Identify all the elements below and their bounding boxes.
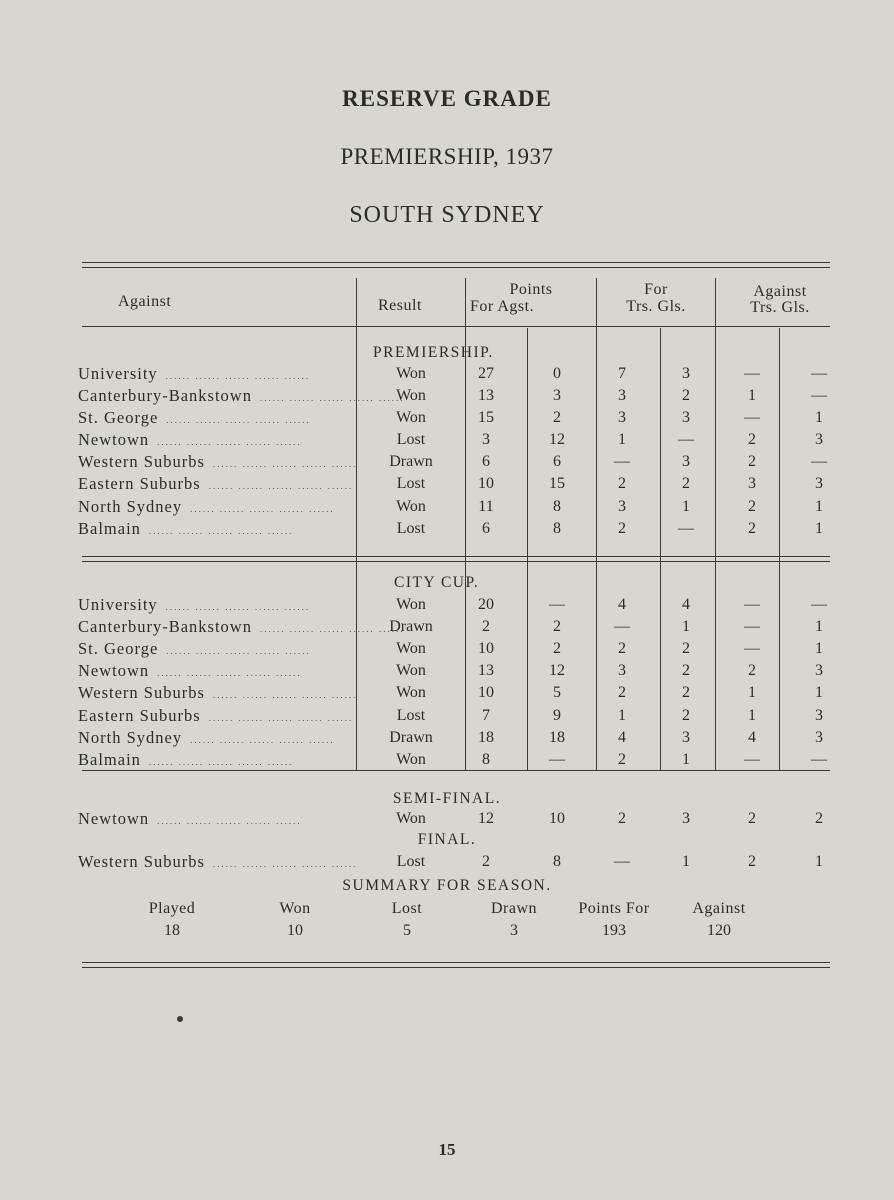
- section-rule-2: [82, 561, 830, 562]
- city-cup-row-pa: 18: [549, 729, 565, 746]
- premiership-row-team: [78, 364, 348, 386]
- city-cup-row-ft: 4: [618, 596, 626, 613]
- final-row-team: [78, 852, 358, 874]
- city-cup-row-pf: 13: [478, 662, 494, 679]
- premiership-row-ft: 7: [618, 365, 626, 382]
- city-cup-row-pf: 10: [478, 640, 494, 657]
- team-name: Western Suburbs: [78, 452, 205, 471]
- city-cup-row-team: [78, 639, 348, 661]
- city-cup-row-team: [78, 617, 405, 639]
- grade-title: RESERVE GRADE: [342, 86, 552, 111]
- leader-dots: ...... ...... ...... ...... ......: [208, 713, 354, 723]
- city-cup-row-result: Won: [396, 596, 426, 613]
- premiership-row-pf: 6: [482, 453, 490, 470]
- final-row-ag: 1: [815, 853, 823, 870]
- city-cup-row-result: Won: [396, 684, 426, 701]
- team-name: Canterbury-Bankstown: [78, 617, 252, 636]
- header-result: Result: [378, 297, 422, 314]
- final-row-at: 2: [748, 853, 756, 870]
- premiership-row-team: [78, 430, 348, 452]
- city-cup-row-at: —: [744, 596, 760, 613]
- city-cup-row-team: [78, 661, 348, 683]
- leader-dots: ...... ...... ...... ...... ......: [157, 816, 302, 826]
- city-cup-row-ag: 3: [815, 662, 823, 679]
- city-cup-row-fg: 2: [682, 707, 690, 724]
- city-cup-row-pf: 8: [482, 751, 490, 768]
- final-row-fg: 1: [682, 853, 690, 870]
- city-cup-row-at: —: [744, 751, 760, 768]
- top-rule: [82, 262, 830, 263]
- premiership-row-team: [78, 408, 348, 430]
- competition-title: PREMIERSHIP, 1937: [340, 144, 554, 169]
- leader-dots: ...... ...... ...... ...... ......: [165, 371, 311, 381]
- leader-dots: ...... ...... ...... ...... ......: [190, 735, 335, 745]
- leader-dots: ...... ...... ...... ...... ......: [208, 481, 354, 491]
- semi-final-row-fg: 3: [682, 810, 690, 827]
- team-name: Eastern Suburbs: [78, 474, 201, 493]
- ink-dot: [177, 1016, 183, 1022]
- premiership-row-pa: 2: [553, 409, 561, 426]
- city-cup-row-at: —: [744, 640, 760, 657]
- team-name: St. George: [78, 408, 159, 427]
- city-cup-row-fg: 4: [682, 596, 690, 613]
- city-cup-row-ft: 2: [618, 640, 626, 657]
- city-cup-row-ft: 3: [618, 662, 626, 679]
- semi-final-row-ag: 2: [815, 810, 823, 827]
- city-cup-row-fg: 1: [682, 751, 690, 768]
- premiership-row-fg: 3: [682, 453, 690, 470]
- premiership-row-at: 3: [748, 475, 756, 492]
- team-name: Newtown: [78, 809, 150, 828]
- city-cup-row-result: Won: [396, 662, 426, 679]
- final-row-pf: 2: [482, 853, 490, 870]
- city-cup-row-result: Lost: [396, 707, 426, 724]
- premiership-row-ft: —: [614, 453, 630, 470]
- premiership-row-ag: —: [811, 365, 827, 382]
- summary-label: Won: [279, 900, 311, 917]
- semi-final-row-ft: 2: [618, 810, 626, 827]
- premiership-row-ft: 3: [618, 387, 626, 404]
- premiership-row-ft: 2: [618, 475, 626, 492]
- city-cup-row-pa: —: [549, 596, 565, 613]
- premiership-row-fg: 3: [682, 409, 690, 426]
- city-cup-row-at: 1: [748, 707, 756, 724]
- premiership-row-at: —: [744, 409, 760, 426]
- premiership-row-ag: 3: [815, 475, 823, 492]
- premiership-row-pf: 11: [478, 498, 494, 515]
- premiership-row-pf: 15: [478, 409, 494, 426]
- semi-final-row-team: [78, 809, 348, 831]
- team-name: North Sydney: [78, 497, 183, 516]
- header-rule: [82, 326, 830, 327]
- summary-label: Against: [692, 900, 746, 917]
- city-cup-row-ag: 1: [815, 640, 823, 657]
- club-title: SOUTH SYDNEY: [349, 202, 545, 228]
- team-name: Newtown: [78, 661, 150, 680]
- premiership-row-pa: 0: [553, 365, 561, 382]
- header-points: Points: [509, 281, 553, 298]
- leader-dots: ...... ...... ...... ...... ......: [212, 690, 358, 700]
- premiership-row-ag: —: [811, 387, 827, 404]
- summary-label: Lost: [391, 900, 423, 917]
- premiership-row-fg: 1: [682, 498, 690, 515]
- city-cup-row-fg: 2: [682, 684, 690, 701]
- premiership-row-at: 2: [748, 453, 756, 470]
- bottom-rule: [82, 962, 830, 963]
- premiership-row-fg: 3: [682, 365, 690, 382]
- header-for-sub: Trs. Gls.: [626, 298, 686, 315]
- leader-dots: ...... ...... ...... ...... ......: [190, 504, 335, 514]
- city-cup-row-pf: 20: [478, 596, 494, 613]
- premiership-row-at: —: [744, 365, 760, 382]
- leader-dots: ...... ...... ...... ...... ......: [165, 602, 311, 612]
- premiership-row-pf: 13: [478, 387, 494, 404]
- team-name: Western Suburbs: [78, 683, 205, 702]
- city-cup-row-team: [78, 683, 358, 705]
- premiership-row-ag: 1: [815, 498, 823, 515]
- summary-value: 3: [510, 922, 518, 939]
- section-premiership: PREMIERSHIP.: [373, 344, 494, 361]
- team-name: St. George: [78, 639, 159, 658]
- premiership-row-pa: 15: [549, 475, 565, 492]
- city-cup-row-pa: 5: [553, 684, 561, 701]
- team-name: Balmain: [78, 519, 141, 538]
- final-row-pa: 8: [553, 853, 561, 870]
- city-cup-row-result: Won: [396, 640, 426, 657]
- header-points-sub: For Agst.: [470, 298, 535, 315]
- city-cup-row-team: [78, 595, 348, 617]
- city-cup-row-team: [78, 728, 348, 750]
- premiership-row-pf: 10: [478, 475, 494, 492]
- premiership-row-ag: —: [811, 453, 827, 470]
- leader-dots: ...... ...... ...... ...... ......: [166, 415, 311, 425]
- premiership-row-at: 2: [748, 431, 756, 448]
- premiership-row-pa: 6: [553, 453, 561, 470]
- city-cup-row-result: Drawn: [389, 618, 433, 635]
- city-cup-row-ft: 2: [618, 684, 626, 701]
- semi-final-row-at: 2: [748, 810, 756, 827]
- premiership-row-fg: —: [678, 520, 694, 537]
- city-cup-row-at: —: [744, 618, 760, 635]
- summary-value: 193: [602, 922, 626, 939]
- premiership-row-fg: 2: [682, 475, 690, 492]
- premiership-row-fg: —: [678, 431, 694, 448]
- premiership-row-pf: 3: [482, 431, 490, 448]
- city-cup-row-at: 1: [748, 684, 756, 701]
- summary-label: Points For: [578, 900, 650, 917]
- premiership-row-ag: 1: [815, 409, 823, 426]
- city-cup-row-pa: 12: [549, 662, 565, 679]
- premiership-row-ft: 3: [618, 498, 626, 515]
- leader-dots: ...... ...... ...... ...... ......: [157, 437, 302, 447]
- city-cup-row-team: [78, 706, 354, 728]
- premiership-row-ft: 2: [618, 520, 626, 537]
- premiership-row-result: Lost: [396, 431, 426, 448]
- city-cup-row-pa: —: [549, 751, 565, 768]
- final-row-result: Lost: [396, 853, 426, 870]
- city-cup-row-ag: —: [811, 751, 827, 768]
- city-cup-row-ag: 1: [815, 684, 823, 701]
- city-cup-row-ag: 3: [815, 707, 823, 724]
- city-cup-row-ft: 4: [618, 729, 626, 746]
- leader-dots: ...... ...... ...... ...... ......: [259, 624, 405, 634]
- premiership-row-fg: 2: [682, 387, 690, 404]
- premiership-row-at: 1: [748, 387, 756, 404]
- city-cup-row-pa: 2: [553, 618, 561, 635]
- city-cup-row-fg: 1: [682, 618, 690, 635]
- semi-final-row-pa: 10: [549, 810, 565, 827]
- top-rule-2: [82, 267, 830, 268]
- city-cup-row-pf: 7: [482, 707, 490, 724]
- premiership-row-pa: 8: [553, 520, 561, 537]
- final-row-ft: —: [614, 853, 630, 870]
- header-against-sub: Trs. Gls.: [750, 299, 810, 316]
- section-summary: SUMMARY FOR SEASON.: [342, 877, 552, 894]
- city-cup-row-at: 2: [748, 662, 756, 679]
- team-name: Canterbury-Bankstown: [78, 386, 252, 405]
- summary-value: 10: [287, 922, 303, 939]
- city-cup-row-result: Won: [396, 751, 426, 768]
- leader-dots: ...... ...... ...... ...... ......: [148, 526, 294, 536]
- city-cup-row-pf: 10: [478, 684, 494, 701]
- premiership-row-ft: 3: [618, 409, 626, 426]
- premiership-row-result: Won: [396, 498, 426, 515]
- premiership-row-pf: 6: [482, 520, 490, 537]
- city-cup-row-team: [78, 750, 348, 772]
- leader-dots: ...... ...... ...... ...... ......: [148, 757, 294, 767]
- team-name: Balmain: [78, 750, 141, 769]
- city-cup-row-ft: —: [614, 618, 630, 635]
- city-cup-row-ag: —: [811, 596, 827, 613]
- semi-final-row-result: Won: [396, 810, 426, 827]
- team-name: Eastern Suburbs: [78, 706, 201, 725]
- city-cup-row-fg: 2: [682, 640, 690, 657]
- premiership-row-at: 2: [748, 498, 756, 515]
- summary-value: 120: [707, 922, 731, 939]
- section-city-cup: CITY CUP.: [394, 574, 480, 591]
- city-cup-row-ag: 1: [815, 618, 823, 635]
- city-cup-row-ft: 2: [618, 751, 626, 768]
- premiership-row-result: Lost: [396, 520, 426, 537]
- city-cup-row-fg: 2: [682, 662, 690, 679]
- summary-label: Played: [148, 900, 196, 917]
- team-name: University: [78, 595, 158, 614]
- team-name: Western Suburbs: [78, 852, 205, 871]
- city-cup-row-at: 4: [748, 729, 756, 746]
- team-name: University: [78, 364, 158, 383]
- summary-value: 18: [164, 922, 180, 939]
- premiership-row-team: [78, 386, 405, 408]
- premiership-row-team: [78, 497, 348, 519]
- section-semi-final: SEMI-FINAL.: [392, 790, 502, 807]
- premiership-row-result: Won: [396, 387, 426, 404]
- city-cup-row-ft: 1: [618, 707, 626, 724]
- section-final: FINAL.: [417, 831, 477, 848]
- premiership-row-pf: 27: [478, 365, 494, 382]
- premiership-row-result: Lost: [396, 475, 426, 492]
- premiership-row-team: [78, 474, 354, 496]
- header-against-col: Against: [753, 283, 807, 300]
- premiership-row-pa: 12: [549, 431, 565, 448]
- team-name: North Sydney: [78, 728, 183, 747]
- city-cup-row-pf: 2: [482, 618, 490, 635]
- summary-label: Drawn: [490, 900, 538, 917]
- premiership-row-pa: 3: [553, 387, 561, 404]
- city-cup-row-pa: 2: [553, 640, 561, 657]
- premiership-row-result: Won: [396, 409, 426, 426]
- summary-value: 5: [403, 922, 411, 939]
- header-against: Against: [118, 293, 172, 310]
- premiership-row-ag: 1: [815, 520, 823, 537]
- page-number: 15: [438, 1140, 456, 1159]
- semi-final-row-pf: 12: [478, 810, 494, 827]
- city-cup-row-pa: 9: [553, 707, 561, 724]
- premiership-row-team: [78, 452, 358, 474]
- premiership-row-result: Drawn: [389, 453, 433, 470]
- premiership-row-ft: 1: [618, 431, 626, 448]
- city-cup-row-pf: 18: [478, 729, 494, 746]
- city-cup-row-fg: 3: [682, 729, 690, 746]
- header-for: For: [644, 281, 668, 298]
- section-rule: [82, 556, 830, 557]
- leader-dots: ...... ...... ...... ...... ......: [212, 459, 358, 469]
- city-cup-row-ag: 3: [815, 729, 823, 746]
- premiership-row-team: [78, 519, 348, 541]
- bottom-rule-2: [82, 967, 830, 968]
- premiership-row-ag: 3: [815, 431, 823, 448]
- premiership-row-at: 2: [748, 520, 756, 537]
- team-name: Newtown: [78, 430, 150, 449]
- leader-dots: ...... ...... ...... ...... ......: [212, 859, 358, 869]
- leader-dots: ...... ...... ...... ...... ......: [259, 393, 405, 403]
- premiership-row-result: Won: [396, 365, 426, 382]
- leader-dots: ...... ...... ...... ...... ......: [157, 668, 302, 678]
- city-cup-row-result: Drawn: [389, 729, 433, 746]
- premiership-row-pa: 8: [553, 498, 561, 515]
- leader-dots: ...... ...... ...... ...... ......: [166, 646, 311, 656]
